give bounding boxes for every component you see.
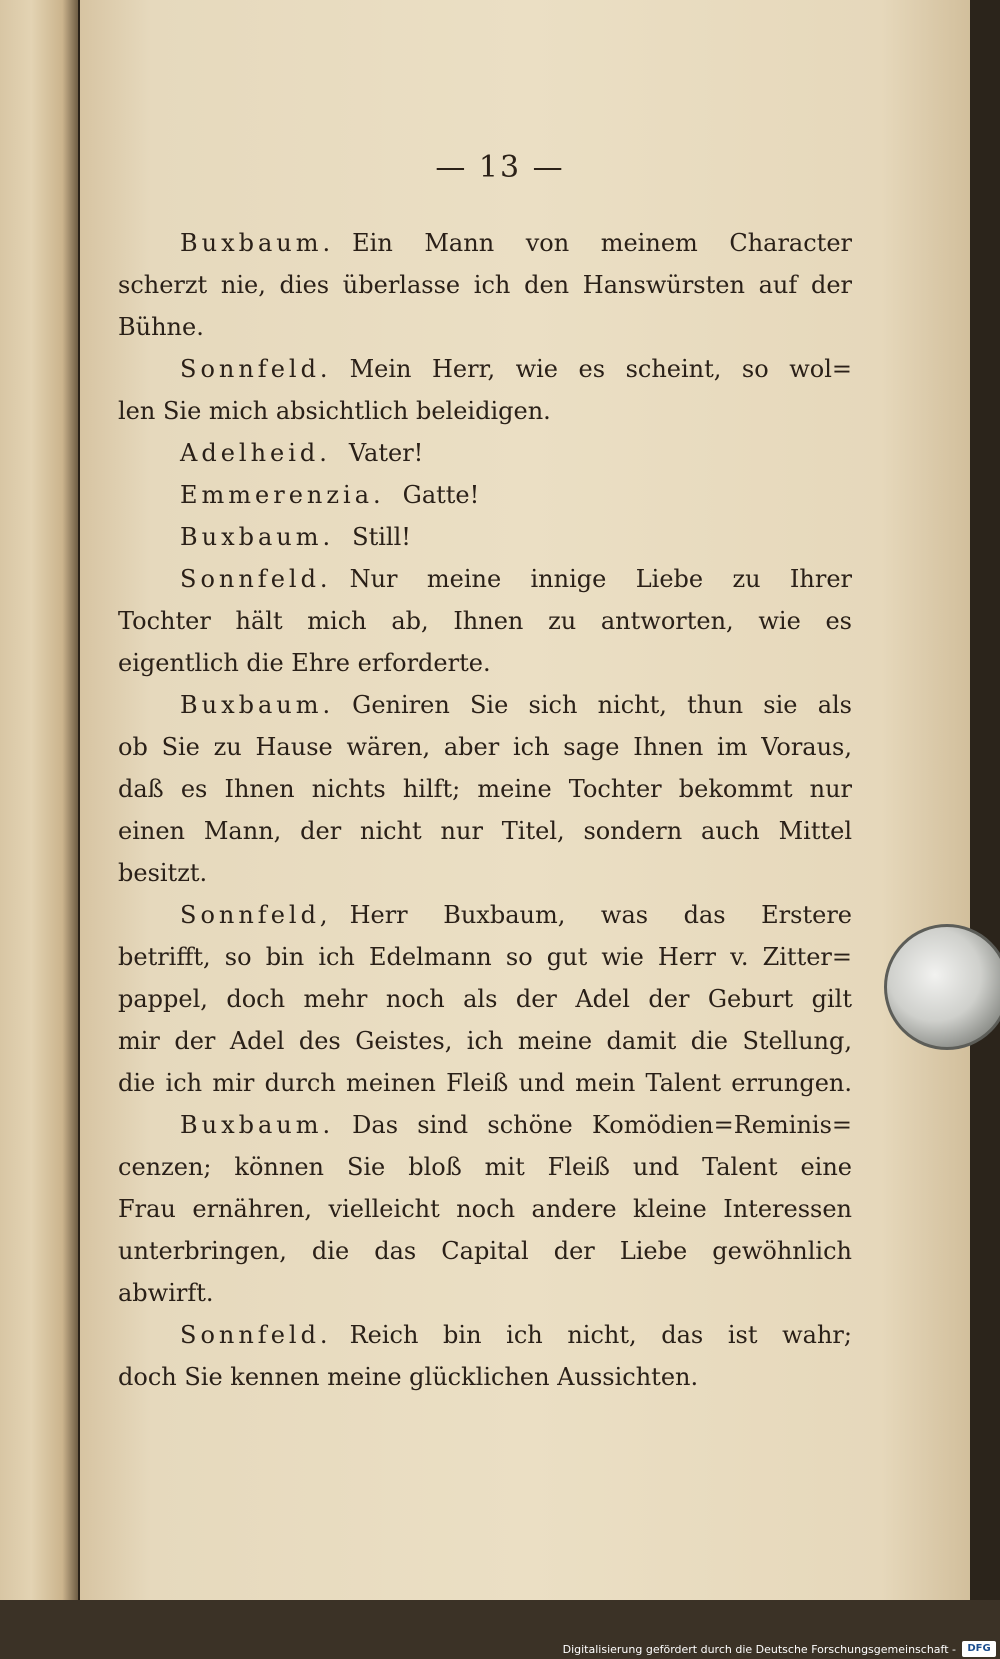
line-text: besitzt.	[118, 859, 208, 887]
text-line	[118, 642, 852, 684]
line-text: Vater!	[348, 439, 424, 467]
page-text	[118, 222, 852, 1398]
text-line	[118, 1104, 852, 1146]
line-text: die ich mir durch meinen Fleiß und mein Talent errungen.	[118, 1069, 852, 1097]
book-cover-edge	[970, 0, 1000, 1600]
text-line	[118, 810, 852, 852]
line-text: Mein Herr, wie es scheint, so wol=	[349, 355, 852, 383]
line-text: daß es Ihnen nichts hilft; meine Tochter bekommt nur	[118, 775, 852, 803]
speaker-name: Buxbaum.	[180, 1111, 335, 1139]
page-number: — 13 —	[435, 150, 565, 185]
text-line	[118, 726, 852, 768]
line-text: Ein Mann von meinem Character	[352, 229, 852, 257]
line-text: Das sind schöne Komödien=Reminis=	[352, 1111, 852, 1139]
text-line	[118, 1272, 852, 1314]
dfg-logo: DFG	[962, 1641, 996, 1657]
text-line	[118, 768, 852, 810]
line-text: einen Mann, der nicht nur Titel, sondern auch Mittel	[118, 817, 852, 845]
line-text: mir der Adel des Geistes, ich meine damit die Stellung,	[118, 1027, 852, 1055]
line-text: Gatte!	[402, 481, 480, 509]
line-text: abwirft.	[118, 1279, 214, 1307]
text-line	[118, 1188, 852, 1230]
text-line	[118, 978, 852, 1020]
magnifier-icon	[884, 924, 1000, 1050]
text-line	[118, 432, 852, 474]
line-text: doch Sie kennen meine glücklichen Aussichten.	[118, 1363, 699, 1391]
speaker-name: Buxbaum.	[180, 229, 335, 257]
line-text: betrifft, so bin ich Edelmann so gut wie Herr v. Zitter=	[118, 943, 852, 971]
line-text: Tochter hält mich ab, Ihnen zu antworten, wie es	[118, 607, 852, 635]
text-line	[118, 1314, 852, 1356]
line-text: cenzen; können Sie bloß mit Fleiß und Talent eine	[118, 1153, 852, 1181]
speaker-name: Sonnfeld.	[180, 565, 332, 593]
speaker-name: Sonnfeld,	[180, 901, 332, 929]
text-line	[118, 1356, 852, 1398]
text-line	[118, 558, 852, 600]
line-text: Bühne.	[118, 313, 204, 341]
text-line	[118, 474, 852, 516]
speaker-name: Sonnfeld.	[180, 1321, 332, 1349]
footer-credit: Digitalisierung gefördert durch die Deutsche Forschungsgemeinschaft -	[562, 1643, 956, 1656]
line-text: pappel, doch mehr noch als der Adel der Geburt gilt	[118, 985, 852, 1013]
text-line	[118, 390, 852, 432]
speaker-name: Buxbaum.	[180, 523, 335, 551]
text-line	[118, 852, 852, 894]
line-text: Nur meine innige Liebe zu Ihrer	[349, 565, 852, 593]
line-text: scherzt nie, dies überlasse ich den Hanswürsten auf der	[118, 271, 852, 299]
text-line	[118, 1146, 852, 1188]
speaker-name: Sonnfeld.	[180, 355, 332, 383]
text-line	[118, 600, 852, 642]
text-line	[118, 894, 852, 936]
text-line	[118, 1062, 852, 1104]
line-text: Still!	[352, 523, 411, 551]
left-page-edge	[0, 0, 80, 1600]
line-text: ob Sie zu Hause wären, aber ich sage Ihnen im Voraus,	[118, 733, 852, 761]
text-line	[118, 306, 852, 348]
speaker-name: Adelheid.	[180, 439, 331, 467]
line-text: unterbringen, die das Capital der Liebe gewöhnlich	[118, 1237, 852, 1265]
speaker-name: Emmerenzia.	[180, 481, 385, 509]
line-text: Frau ernähren, vielleicht noch andere kleine Interessen	[118, 1195, 852, 1223]
line-text: Herr Buxbaum, was das Erstere	[349, 901, 852, 929]
text-line	[118, 936, 852, 978]
text-line	[118, 264, 852, 306]
text-line	[118, 684, 852, 726]
text-line	[118, 222, 852, 264]
line-text: Reich bin ich nicht, das ist wahr;	[349, 1321, 852, 1349]
text-line	[118, 1020, 852, 1062]
text-line	[118, 1230, 852, 1272]
speaker-name: Buxbaum.	[180, 691, 335, 719]
line-text: len Sie mich absichtlich beleidigen.	[118, 397, 551, 425]
line-text: Geniren Sie sich nicht, thun sie als	[352, 691, 852, 719]
text-line	[118, 348, 852, 390]
text-line	[118, 516, 852, 558]
line-text: eigentlich die Ehre erforderte.	[118, 649, 491, 677]
